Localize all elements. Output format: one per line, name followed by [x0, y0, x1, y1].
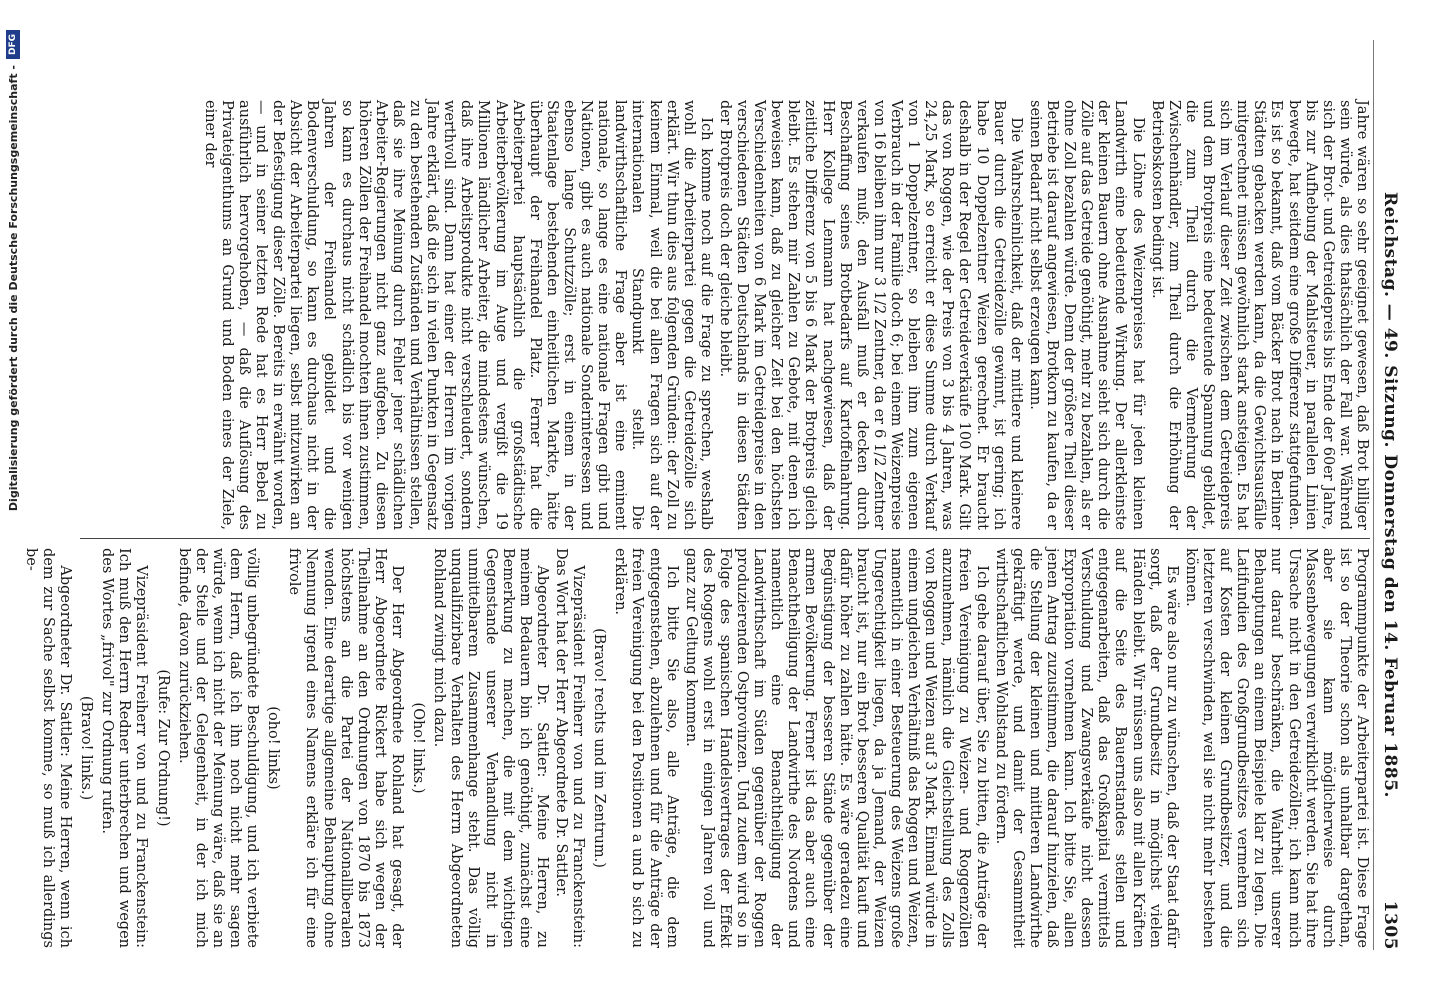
left-text-column	[85, 100, 1370, 530]
speaker-paragraph: Vizepräsident Freiherr von und zu Franckenstein: Das Wort hat der Herr Abgeordnete Dr. Sattler.	[552, 548, 587, 948]
interjection: (oho! links)	[265, 706, 282, 790]
left-paragraph: Jahre wären so sehr geeignet gewesen, daß Brot billiger sein würde, als dies thatsächlich der Fall war. Während sich der Brot- und Getreidepreis bis Ende der 60er Jahre, bis zur Aufhebung der Mahlsteuer, in parallelen Linien bewegte, hat seitdem eine große Differenz stattgefunden. Es ist so bekannt, daß vom Bäcker Brot nach in Berliner Städten gebacken werden kann, da die Gewichtsausfälle mitgerechnet müssen gewöhnlich stark ansteigen. Es hat sich im Verlauf dieser Zeit zwischen dem Getreidepreis und dem Brotpreis eine bedeutende Spannung gebildet, die zum Theil durch die Vermehrung der Zwischenhändler, zum Theil durch die Erhöhung der Betriebskosten bedingt ist.	[1148, 100, 1370, 530]
interjection: (Bravo! links.)	[78, 695, 95, 801]
right-paragraph: Ich bitte Sie also, alle Anträge, die dem entgegenstehen, abzulehnen und für die Anträge der freien Vereinigung bei den Positionen a und b sich zu erklären.	[612, 548, 680, 948]
right-paragraph: Es wäre also nur zu wünschen, daß der Staat dafür sorgt, daß der Grundbesitz in möglichst vielen Händen bleibt. Wir müssen uns also mit allen Kräften auf die Seite des Bauernstandes stellen und entgegenarbeiten, daß das Großkapital vermittels Verschuldung und Zwangsverkäufe nicht dessen Expropriation vornehmen kann. Ich bitte Sie, allen jenen Antrag zuzustimmen, die darauf hinzielen, daß die Stellung der kleinen und mittleren Landwirthe gekräftigt werde, und damit der Gesammtheit wirthschaftlichen Wohlstand zu fördern.	[992, 548, 1180, 948]
right-paragraph: Programmpunkte der Arbeiterpartei ist. Diese Frage ist so der Theorie schon als unhaltbar dargethan, aber sie kann möglicherweise durch Massenbewegungen verwirklicht werden. Sie hat ihre Ursache nicht in den Getreidezöllen; ich kann mich nur darauf beschränken, die Wahrheit unserer Behauptungen an einem Beispiele klar zu legen. Die Latifundien des Großgrundbesitzes vermehren sich auf Kosten der kleinen Grundbesitzer, und die letzteren verschwinden, weil sie nicht mehr bestehen können.	[1182, 548, 1370, 948]
header-title: Reichstag. — 49. Sitzung. Donnerstag den 14. Februar 1885.	[1380, 192, 1400, 798]
interjection: (Rufe: Zur Ordnung!)	[154, 669, 171, 827]
speaker-paragraph: Abgeordneter Dr. Sattler: Meine Herren, wenn ich dem zur Sache selbst komme, so muß ich allerdings be-	[22, 548, 74, 948]
page-number: 1305	[1380, 900, 1400, 950]
digitization-note	[0, 0, 26, 1000]
speaker-paragraph: Vizepräsident Freiherr von und zu Franckenstein: Ich muß den Herrn Redner unterbrechen und wegen des Wortes „frivol" zur Ordnung rufen.	[99, 548, 150, 948]
right-text-column	[22, 548, 1370, 948]
header-rule	[1373, 40, 1374, 950]
page-header	[1376, 40, 1400, 950]
interjection: (Oho! links.)	[410, 702, 427, 794]
left-paragraph: Die Wahrscheinlichkeit, daß der mittlere und kleinere Bauer durch die Getreidezölle gewinnt, ist gering; ich habe 10 Doppelzentner Weizen gerechnet. Er braucht deshalb in der Regel der Getreideverkäufe 100 Mark. Gilt das von Roggen, wie der Preis von 3 bis 4 Jahren, was 24,25 Mark, so erreicht er diese Summe durch Verkauf von 1 Doppelzentner, so bleiben ihm zum eigenen Verbrauch in der Familie doch 6; bei einem Weizenpreise von 16 bleiben ihm nur 3 1/2 Zentner, da er 6 1/2 Zentner verkaufen muß; den Ausfall muß er decken durch Beschaffung seines Brotbedarfs auf Kartoffelnahrung. Herr Kollege Lenmann hat nachgewiesen, daß der zeitliche Differenz von 5 bis 6 Mark der Brotpreis gleich bleibt. Es stehen mir Zahlen zu Gebote, mit denen ich beweisen kann, daß zu gleicher Zeit bei den höchsten Verschiedenheiten von 6 Mark im Getreidepreise in den verschiedenen Städten Deutschlands in diesen Städten der Brotpreis doch der gleiche bleibt.	[716, 100, 1024, 530]
speaker-paragraph: Abgeordneter Dr. Sattler: Meine Herren, zu meinem Bedauern bin ich genöthigt, zunächst eine Bemerkung zu machen, die mit dem wichtigen Gegenstande unserer Verhandlung nicht in unmittelbarem Zusammenhange steht. Das völlig unqualifizirbare Verhalten des Herrn Abgeordneten Rohland zwingt mich dazu.	[431, 548, 550, 948]
right-paragraph: Der Herr Abgeordnete Rohland hat gesagt, der Herr Abgeordnete Rickert habe sich wegen der Theilnahme an den Ordnungen von 1870 bis 1873 höchstens an die Partei der Nationalliberalen wenden. Eine derartige allgemeine Behauptung ohne Nennung irgend eines Namens erkläre ich für eine frivole	[286, 548, 405, 948]
right-paragraph: Ich gehe darauf über, Sie zu bitten, die Anträge der freien Vereinigung zu Weizen- und Roggenzöllen anzunehmen, nämlich die Gleichstellung des Zolls von Roggen und Weizen auf 3 Mark. Einmal würde in einem ungleichen Verhältniß das Roggen und Weizen, namentlich in einer Besteuerung des Weizens große Ungerechtigkeit liegen, da ja Jemand, der Weizen braucht ist, nur ein Brot besseren Qualität kauft und dafür höher zu zahlen hätte. Es wäre geradezu eine Begünstigung der besseren Stände gegenüber der armen Bevölkerung. Ferner ist das aber auch eine Benachtheiligung der Landwirthe des Nordens und namentlich eine Benachtheiligung der Landwirthschaft im Süden gegenüber der Roggen produzierenden Ostprovinzen. Und zudem wird so in Folge des spanischen Handelsvertrages der Effekt des Roggens wohl erst in einigen Jahren voll und ganz zur Geltung kommen.	[682, 548, 990, 948]
dfg-logo: DFG	[6, 30, 20, 59]
left-paragraph: Die Löhne des Weizenpreises hat für jeden kleinen Landwirth eine bedeutende Wirkung. Der allerkleinste der kleinen Bauern ohne Ausnahme sieht sich durch die Zölle auf das Getreide genöthigt, mehr zu bezahlen, als er ohne Zoll bezahlen würde. Denn der größere Theil dieser Betriebe ist darauf angewiesen, Brotkorn zu kaufen, da er seinen Bedarf nicht selbst erzeugen kann.	[1026, 100, 1146, 530]
column-divider	[80, 538, 1370, 539]
digitization-note-text: Digitalisierung gefördert durch die Deutsche Forschungsgemeinschaft -	[6, 65, 20, 512]
right-paragraph: völlig unbegründete Beschuldigung, und ich verbiete dem Herrn, daß ich ihn noch nicht mehr sagen würde, wenn ich nicht der Meinung wäre, daß sie an der Stelle und der Gelegenheit, in der ich mich befinde, davon zurückziehen.	[175, 548, 261, 948]
interjection: (Bravo! rechts und im Zentrum.)	[591, 628, 608, 868]
left-paragraph: Ich komme noch auf die Frage zu sprechen, weshalb wohl die Arbeiterpartei gegen die Getreidezölle sich erklärt. Wir thun dies aus folgenden Gründen: der Zoll zu keinem Einmal, weil die bei allen Fragen sich auf der internationalen Standpunkt stellt. Die landwirthschaftliche Frage aber ist eine eminent nationale, so lange es eine nationale Fragen gibt und Nationen, gibt es auch nationale Sonderinteressen und ebenso lange Schutzzölle; erst in einem in der Staatenlage bestehenden einheitlichen Markte, hätte überhaupt der Freihandel Platz. Ferner hat die Arbeiterpartei hauptsächlich die großstädtische Arbeiterbevölkerung im Auge und vergißt die 19 Millionen ländlicher Arbeiter, die mindestens wünschen, daß ihre Arbeitsprodukte nicht verschleudert, sondern werthvoll sind. Dann hat einer der Herren im vorigen Jahre erklärt, daß die sich in vielen Punkten in Gegensatz zu den bestehenden Zuständen und Verhältnissen stellen, daß sie ihre Meinung durch Fehler jener schädlichen Arbeiter-Regierungen nicht ganz aufgeben. Zu diesen höheren Zöllen der Freihandel mochten ihnen zustimmen, so kann es durchaus nicht schädlich bis vor wenigen Jahren der Freihandel gebildet und die Bodenverschuldung, so kann es durchaus nicht in der Absicht der Arbeiterpartei liegen, selbst mitzuwirken an der Befestigung dieser Zölle. Bereits in erwähnt worden, — und in seiner letzten Rede hat es Herr Bebel zu ausführlich hervorgehoben, — daß die Auflösung des Privateigenthums an Grund und Boden eines der Ziele, einer der	[201, 100, 714, 530]
